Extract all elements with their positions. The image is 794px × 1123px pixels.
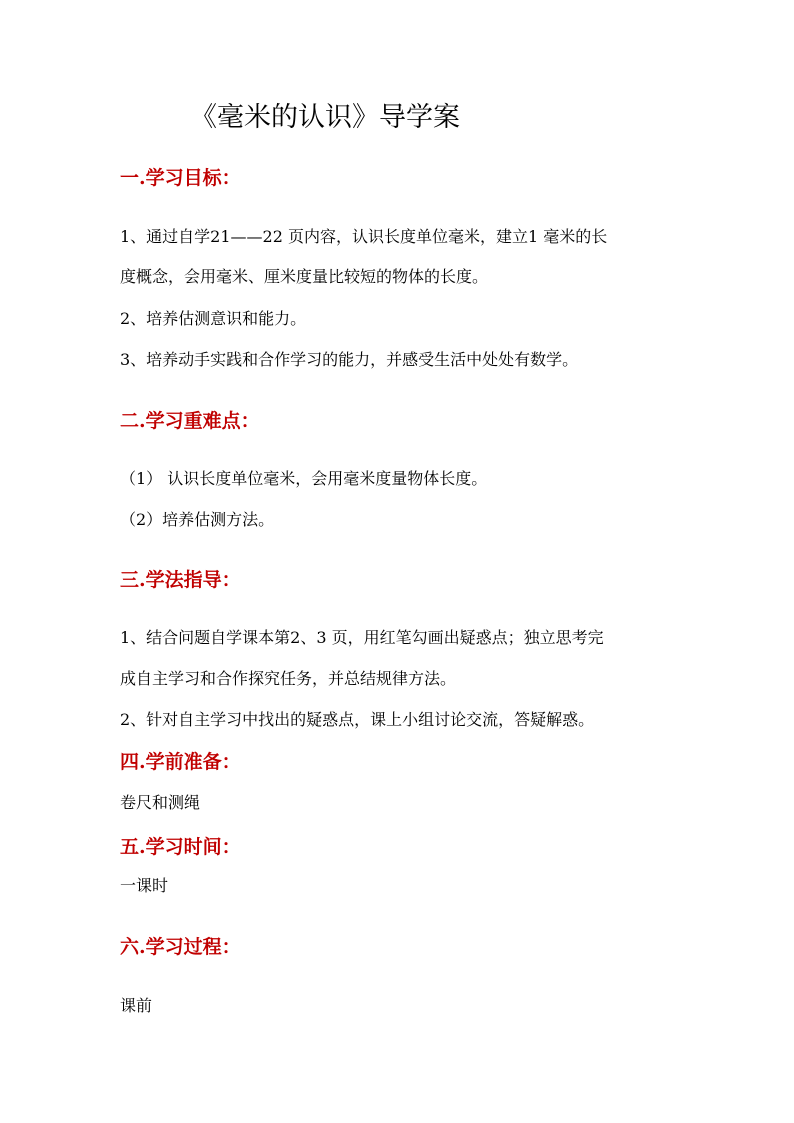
- objectives-line-3: 2、培养估测意识和能力。: [120, 309, 307, 328]
- method-line-3: 2、针对自主学习中找出的疑惑点，课上小组讨论交流，答疑解惑。: [120, 710, 595, 729]
- objectives-line-1: 1、通过自学21——22 页内容，认识长度单位毫米，建立1 毫米的长: [120, 227, 608, 246]
- document-title: 《毫米的认识》导学案: [190, 102, 460, 133]
- objectives-line-4: 3、培养动手实践和合作学习的能力，并感受生活中处处有数学。: [120, 350, 579, 369]
- preparation-line-1: 卷尺和测绳: [120, 793, 201, 812]
- key-points-line-2: （2）培养估测方法。: [120, 510, 275, 529]
- method-line-1: 1、结合问题自学课本第2、3 页，用红笔勾画出疑惑点；独立思考完: [120, 628, 604, 647]
- method-line-2: 成自主学习和合作探究任务，并总结规律方法。: [120, 669, 457, 688]
- section-heading-method: 三.学法指导：: [120, 569, 241, 591]
- process-line-1: 课前: [120, 996, 153, 1015]
- section-heading-objectives: 一.学习目标：: [120, 167, 241, 189]
- section-heading-process: 六.学习过程：: [120, 936, 241, 958]
- section-heading-preparation: 四.学前准备：: [120, 751, 241, 773]
- objectives-line-2: 度概念，会用毫米、厘米度量比较短的物体的长度。: [120, 267, 489, 286]
- time-line-1: 一课时: [120, 876, 169, 895]
- key-points-line-1: （1） 认识长度单位毫米，会用毫米度量物体长度。: [120, 469, 488, 488]
- section-heading-time: 五.学习时间：: [120, 836, 241, 858]
- section-heading-key-points: 二.学习重难点：: [120, 410, 260, 432]
